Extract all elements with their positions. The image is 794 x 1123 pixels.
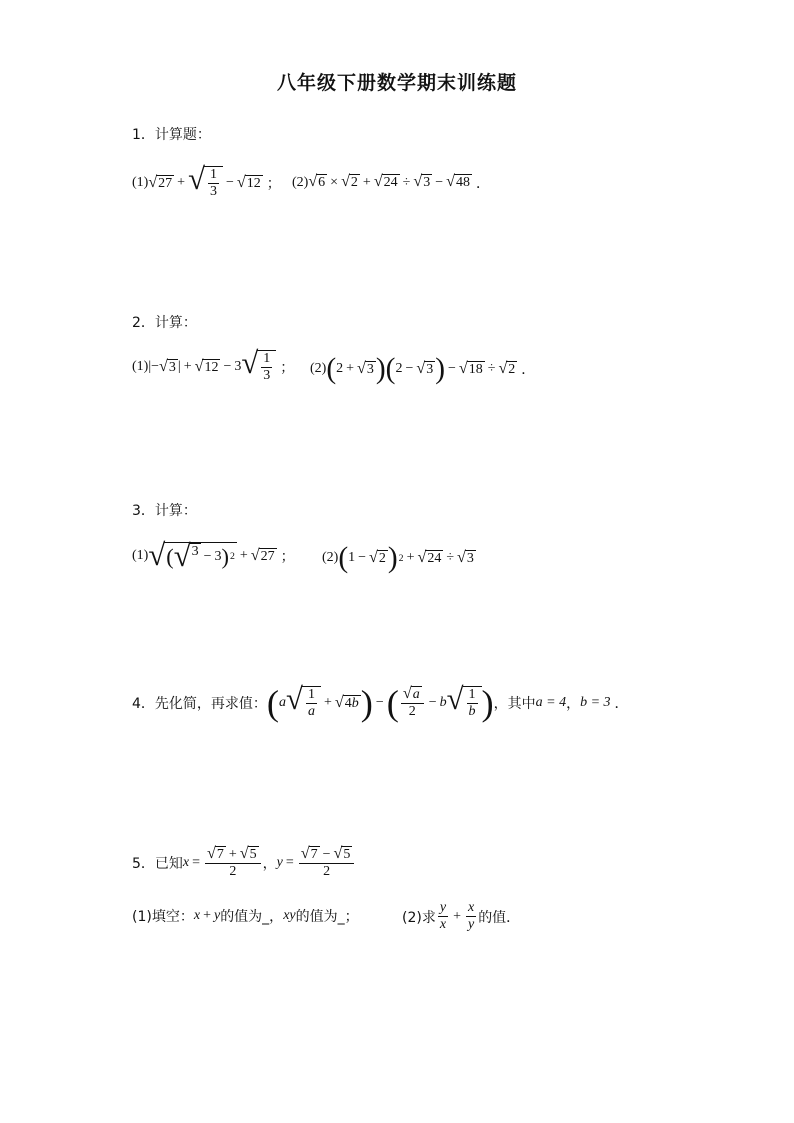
question-2-part-1: (1) |− √ 3 | + √ 12 − 3 √ $\frac{1}{3}$ ； xyxy=(132,346,295,384)
question-2-header: 2．计算： xyxy=(132,315,197,331)
question-4: 4．先化简，再求值： ( a √ $\frac{1}{a}$ + √ 4b ) − ( √ a 2 − b √ $\frac{1}{b}$ ) ，其中 a = 4 ， b = 3 ． xyxy=(132,682,629,723)
question-3-header: 3．计算： xyxy=(132,503,197,519)
question-1-header: 1．计算题： xyxy=(132,127,211,143)
sqrt-one-third: √ $\frac{1}{3}$ xyxy=(188,166,223,200)
question-3-part-2: (2) ( 1 − √ 2 ) 2 + √ 24 ÷ √ 3 xyxy=(322,542,474,574)
question-3-part-1: (1) √ ( √ 3 − 3 ) 2 + √ 27 ； xyxy=(132,538,295,573)
question-5: 5．已知 x = √ 7 + √ 5 2 ， y = √ 7 − √ 5 2 xyxy=(132,846,356,880)
question-1-part-1: (1) √ 27 + √ $\frac{1}{3}$ − √ 12 ； xyxy=(132,162,281,200)
question-5-part-1: (1)填空： x + y 的值为_， xy 的值为_； xyxy=(132,908,359,925)
question-2-part-2: (2) ( 2 + √ 3 ) ( 2 − √ 3 ) − √ 18 ÷ √ 2 ． xyxy=(310,353,536,385)
page-title: 八年级下册数学期末训练题 xyxy=(276,72,517,94)
question-1-part-2: (2) √ 6 × √ 2 + √ 24 ÷ √ 3 − √ 48 ． xyxy=(292,173,490,192)
question-5-part-2: (2)求 $\frac{y}{x}$ + $\frac{x}{y}$ 的值． xyxy=(402,900,521,933)
sqrt-27: √ 27 xyxy=(148,173,173,191)
